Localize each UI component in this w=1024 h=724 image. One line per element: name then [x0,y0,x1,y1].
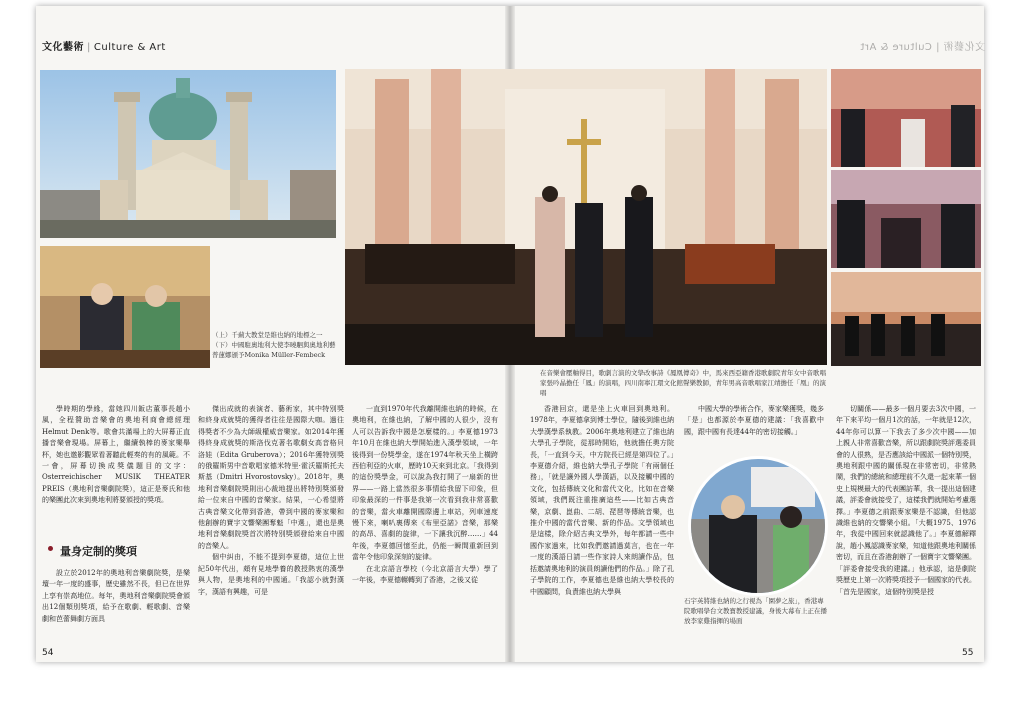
rehearsal-photo-3 [831,272,981,366]
circle-photo [688,456,828,596]
paragraph: 中國大學的學術合作，麥家樂獲獎，幾多「是」也都源於李夏德的建議：「我喜歡中國，跟中國有長達44年的密切接觸。」 [684,405,824,436]
section-header [42,38,166,53]
section-header-mirror: 文化藝術 | Culture & Art [860,42,986,53]
concert-caption: 在音樂會壓軸得目，歌劇言演的文學改事詩《鳳凰傳奇》中，馬來西亞籍香港歌劇院青年女中音歌唱家張吟晶擔任「鳳」的演唱，四川南寧江環文化館聲樂教師，青年男高音歌唱家江靖擔任「凰」的演唱 [540,369,826,397]
award-ceremony-image [40,246,210,368]
text-column-3 [352,404,498,648]
rehearsal-photo-2 [831,170,981,268]
text-column-2 [198,404,344,648]
page-number-right: 55 [962,648,974,658]
section-title-en: Culture & Art [93,42,166,53]
concert-hall-image [345,69,827,365]
church-photo [40,70,336,238]
section-title-cn: 文化藝術 [42,42,84,53]
rehearsal-image-2 [831,170,981,268]
text-column-4 [530,404,674,648]
page-number-left: 54 [42,648,54,658]
rehearsal-image-1 [831,69,981,167]
rehearsal-photo-1 [831,69,981,167]
left-photo-caption: （上）千薊大教堂是維也納的地標之一（下）中國駐奧地利大使李曉駟與奧地利藝普蓮娜頒予Monika Müller-Fembeck [212,331,336,359]
concert-photo [345,69,827,365]
paragraph: 個中糾由，不能不提到李夏德，這位上世紀50年代出，頗有見地學養的教授熱衷的漢學與人物，是奧地利的中國通。「我認小就對漢字，漢語有興趣，可是 [198,553,344,596]
paragraph: 設立於2012年的奧地利音樂劇院獎，是樂壇一年一度的盛事，歷史雖然不長，但已在世界上享有崇高地位。每年，奧地利音樂劇院獎會頒出12個類別獎項，給予在歌劇、輕歌劇、音樂劇和芭蕾舞劇方面具 [42,569,190,623]
text-column-6 [836,404,976,648]
karlskirche-image [40,70,336,238]
text-column-1 [42,404,190,538]
circle-caption: 石宇英將維也納的之行視為「園夢之旅」，香港專院歌唱學台文教寶教授建議，身後大幕布上正在播放李家雞指揮的場面 [684,597,827,625]
paragraph: 傑出成就的表演者、藝術家，其中特別獎和終身成就獎的獲得者往往是國際大咖。過往得獎者不少為大師級權威音樂家。如2014年獲得終身成就獎的斯洛伐克著名歌劇女高音格貝洛娃（Edita Gruberova）；2016年獲特別獎的俄羅斯男中音歌唱家德米特里·霍沃羅斯托夫斯基（Dmitri Hvorostovsky）。2018年，奧地利音樂劇院獎則出心裁地提出將特別獎頒發給一位來自中國的音樂家。結果，一心希望將古典音樂文化帶到香港，帶到中國的麥家樂和他創辦的寶宇文響樂團奪魁「中選」，還也是奧地利音樂劇院獎首次將特別獎頒發給來自中國的音樂人。 [198,405,344,550]
paragraph: 香港回京，還是坐上火車回到奧地利。1978年，李夏德拿到博士學位，隨後到維也納大學漢學系執教。2006年奧地利建立了維也納大學孔子學院，從那時開始，他就擔任奧方院長，「一直到今天，中方院長已經是第四位了。」李夏德介紹，維也納大學孔子學院「有兩個任務」，「就是讓外國人學漢語，以及接觸中國的文化，包括傳統文化和當代文化，比如在音樂領域，我們既注重推廣這些——比如古典音樂，京劇、崑曲、二胡、琵琶等傳統音樂，也推介中國的當代音樂、新的作品。文學領域也是這樣，除介紹古典文學外，每年都請一些中國作家過來，比如我們邀請過莫言，也在一年一度的漢語日請一些作家詩人來朗讀作品，包括邀請奧地利的演員朗讀他們的作品。」除了孔子學院的工作，李夏德也是維也納大學校長的中國顧問，負責維也納大學與 [530,405,674,596]
header-separator: | [87,42,91,53]
text-column-1b [42,568,190,648]
paragraph: 在北京語言學校（今北京語言大學）學了一年後，李夏德輾轉到了香港，之後又從 [352,564,498,585]
subheading: 量身定制的獎項 [60,545,137,558]
award-photo [40,246,210,368]
paragraph: 一直到1970年代我離開維也納的時候，在奧地利，在維也納，了解中國的人很少，沒有人可以告訴我中國是怎麼樣的。」李夏德1973年10月在維也納大學開始進入漢學領域，一年後得到一份獎學金，遂在1974年秋天坐上橫跨西伯利亞的火車，歷時10天來到北京。「我得到的這份獎學金，可以說為我打開了一扇新的世界——一路上當然很多事情給我留下印象，但印象最深的一件事是我第一次看到我非常喜歡的音樂，當火車離開國際邊上車站，列車速度慢下來，喇叭裏傳來《布里亞諾》音樂，那樂的高昂、喜劇的旋律，一下讓我沉醉……」44年後，李夏德回憶至此，仍能一瞬間重新回到當年令他印象深刻的旋律。 [352,405,498,562]
rehearsal-image-3 [831,272,981,366]
paragraph: 切關係——最多一個月要去3次中國，一年下來平均一個月1次的話，一年就是12次，44年你可以算一下我去了多少次中國——加上親人非常喜歡音樂，所以跟劇院獎評選委員會的人很熟，是否應該給中國派一個特別獎，奧地利跟中國的關係現在非常密切，非常熱鬧，我們的總統和總理前不久還一起來華一個史上規模最大的代表團訪華，我一提出這個建議，評委會就接受了，這樣我們就開始考慮選擇。」李夏德之前跟麥家樂是不認識，但他認識維也納的交響樂小組。「大概1975、1976年，我從中國回來就認識他了。」李夏德解釋說，趙小鳳認識麥家樂，知道他跟奧地利關係密切，而且在香港創辦了一個寶宇文響樂團。「評委會接受我的建議。」他承認，這是劇院獎歷史上第一次將獎項授予一個國家的代表。「首先是國家，這個特別獎是授 [836,405,976,596]
text-column-5 [684,404,824,454]
paragraph: 學時期的學緣，當她四川飯店董事長趙小風，全程贊助音樂會的奧地利商會總經理Helmut Denk等。歌會共滿場上的大屏幕正直播音樂會現場。屏幕上，繼續執棒的麥家樂舉杯，她也邀影觀眾看著聽此輕奏的有的風範。不一會，屏幕切換成獎儀題目的文字：Osterreichischer MUSIK THEATER PREIS（奧地利音樂劇院獎），這正是麥氏和他的樂團此次來到奧地利將要頒授的獎項。 [42,405,190,505]
professor-portrait-image [691,459,825,593]
